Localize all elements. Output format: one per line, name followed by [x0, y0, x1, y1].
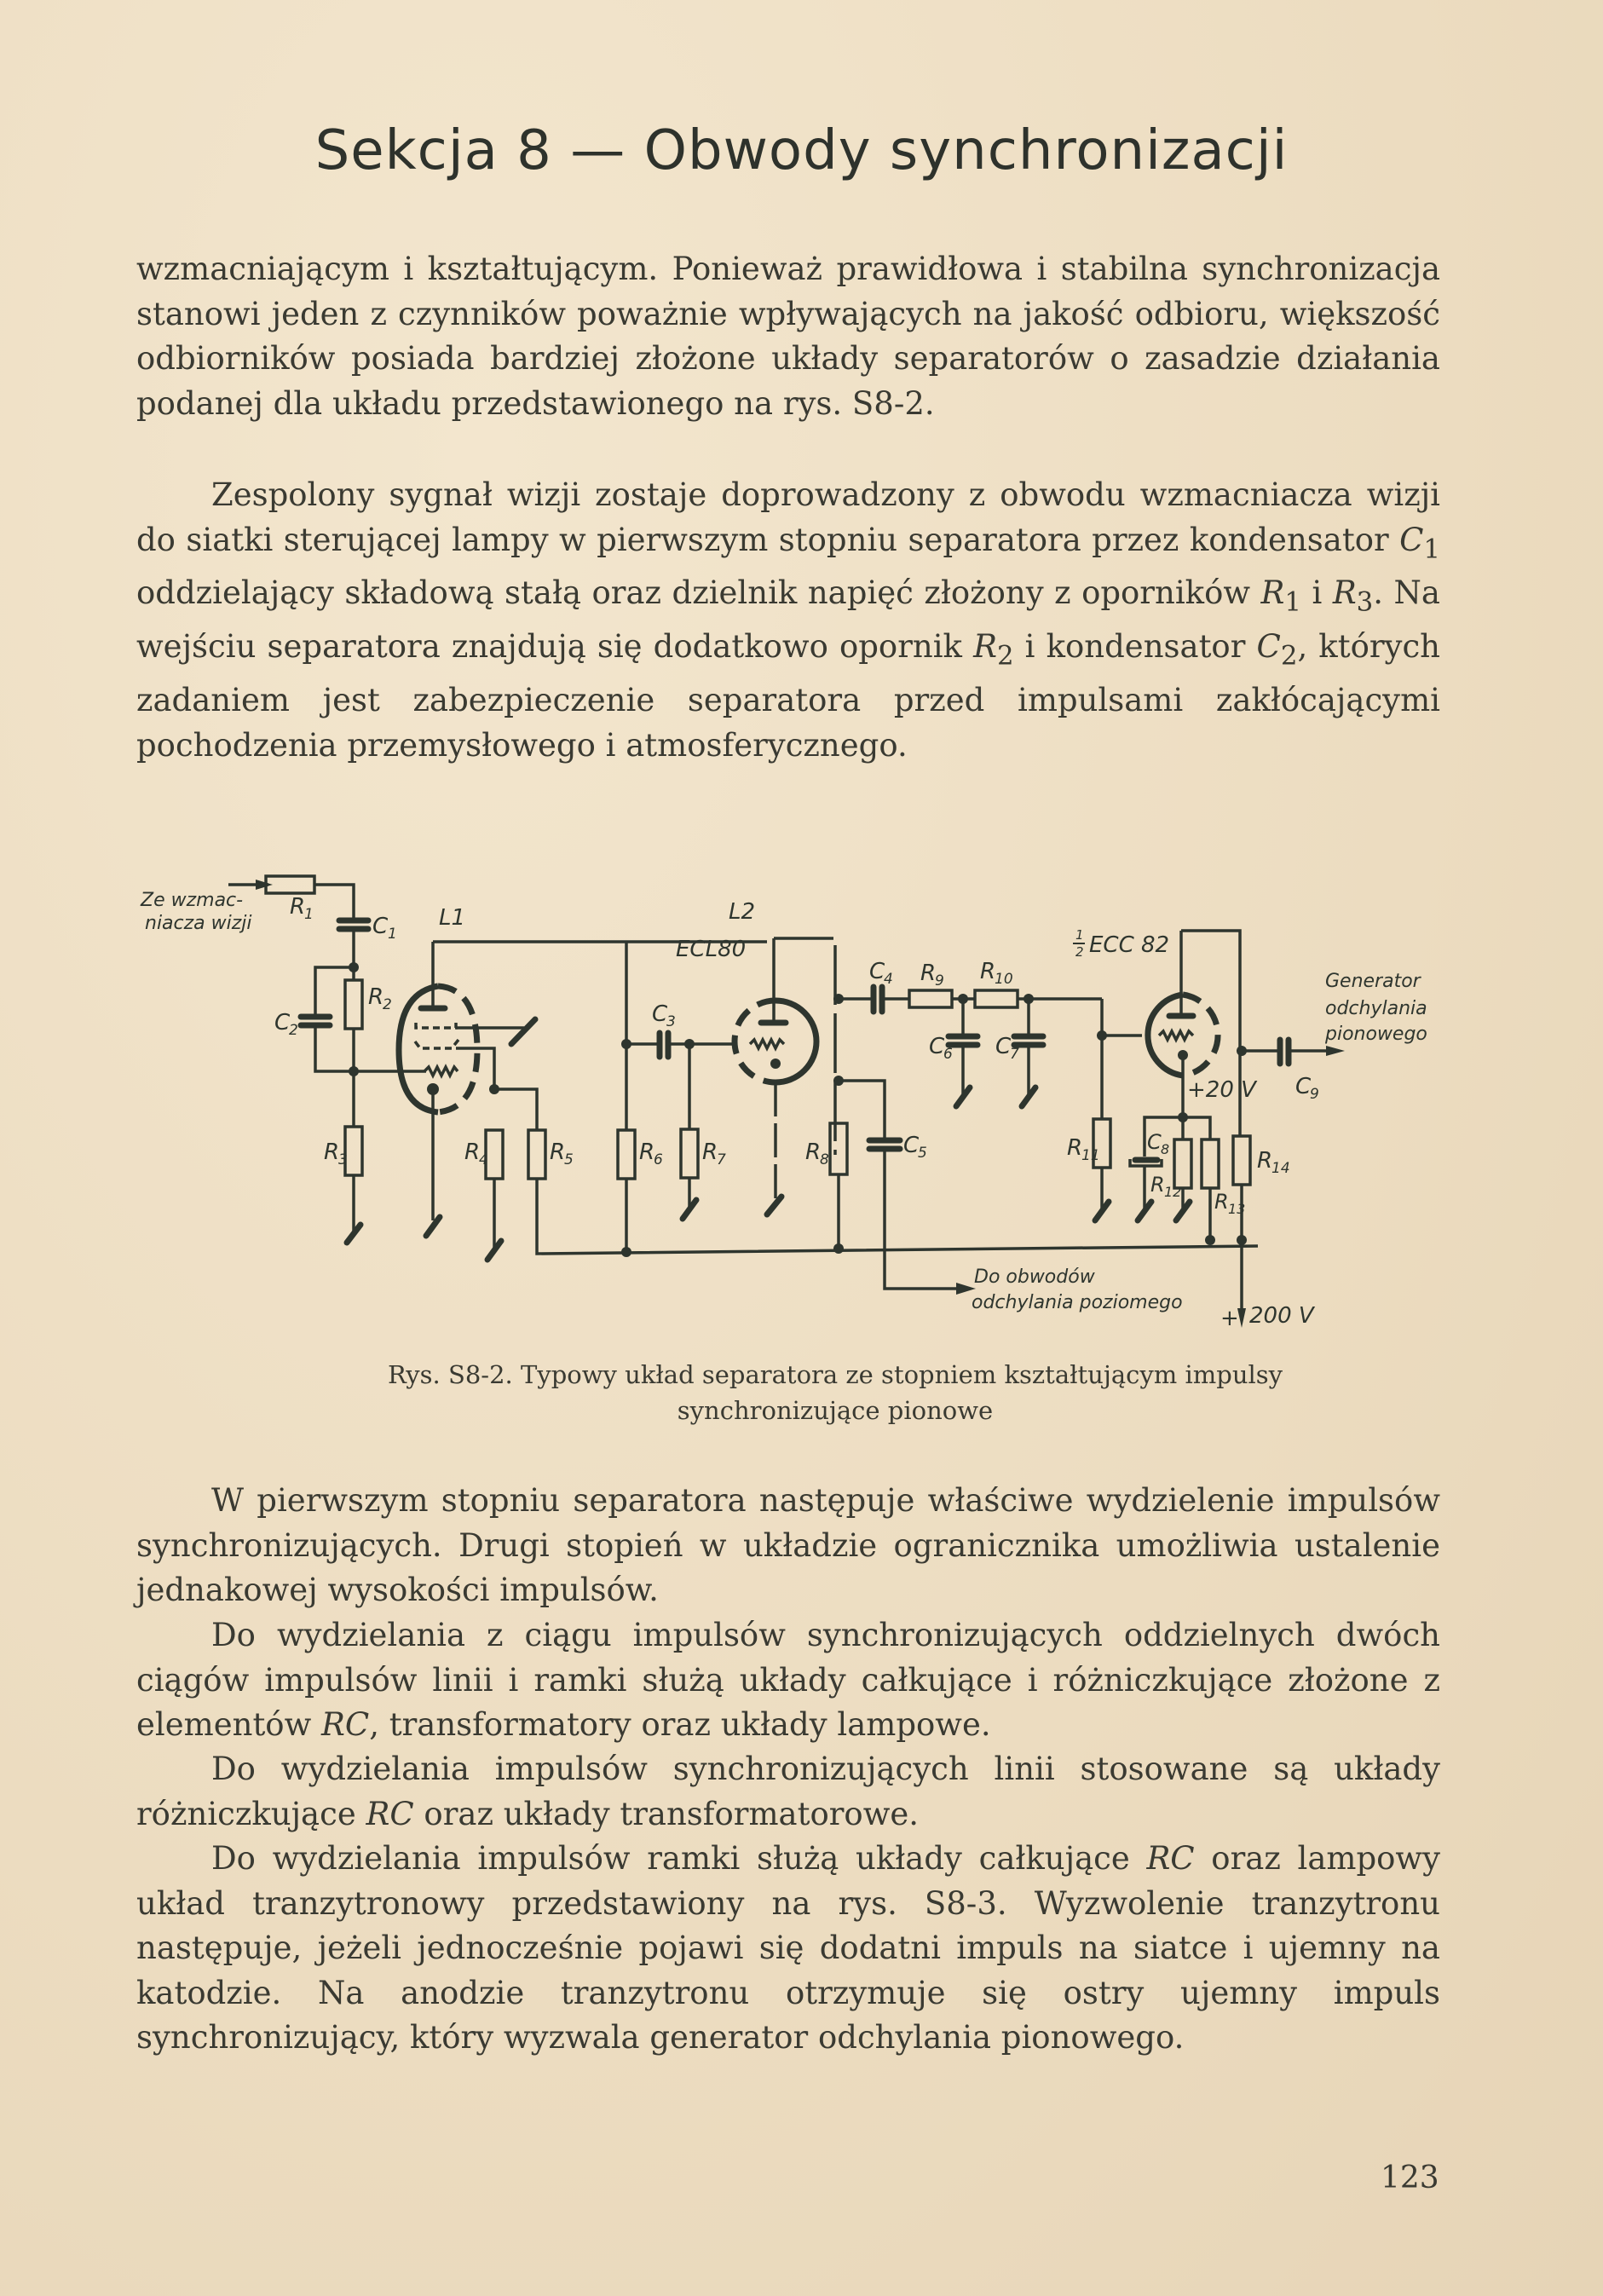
symbol-rc: RC: [321, 1706, 370, 1743]
capacitor-c1: [339, 920, 368, 929]
p4-text-a: Do wydzielania z ciągu impulsów synchronizujących oddzielnych dwóch ciągów impulsów linii i ramki służą układy całkujące i różniczkujące złożone z elementów: [136, 1617, 1440, 1743]
label-input-2: niacza wizji: [145, 913, 252, 934]
svg-text:R: R: [980, 959, 996, 984]
svg-text:C: C: [903, 1133, 920, 1158]
resistor-r5: [528, 1130, 545, 1179]
resistor-r10: [975, 990, 1018, 1007]
svg-text:3: 3: [338, 1151, 348, 1168]
label-horizontal-2: odchylania poziomego: [972, 1292, 1183, 1313]
label-c4: [869, 959, 893, 988]
label-ecl80: ECL80: [676, 937, 747, 962]
svg-text:7: 7: [717, 1151, 726, 1168]
symbol-c2: C: [1256, 628, 1281, 666]
svg-text:8: 8: [820, 1151, 829, 1168]
svg-text:C: C: [1147, 1130, 1162, 1154]
capacitor-c9: [1280, 1040, 1289, 1064]
resistor-r6: [618, 1130, 635, 1179]
capacitor-c8: [1130, 1159, 1162, 1166]
label-r1: [290, 894, 314, 923]
capacitor-c6: [949, 1036, 977, 1045]
label-c5: [903, 1133, 927, 1162]
paragraph-1-text: wzmacniającym i kształtującym. Ponieważ prawidłowa i stabilna synchronizacja stanowi jeden z czynników poważnie wpływających na jakość odbioru, większość odbiorników posiada bardziej złożone układy separatorów o zasadzie działania podanej dla układu przedstawionego na rys. S8-2.: [136, 251, 1440, 422]
label-r10: [980, 959, 1013, 988]
label-l2: L2: [729, 899, 756, 925]
p6-text-b: oraz lampowy układ tranzytronowy przedstawiony na rys. S8-3. Wyzwolenie tranzytronu następuje, jeżeli jednocześnie pojawi się dodatni impuls na siatce i ujemny na katodzie. Na anodzie tranzytronu otrzymuje się ostry ujemny impuls synchronizujący, który wyzwala generator odchylania pionowego.: [136, 1840, 1440, 2056]
resistor-r3: [345, 1127, 362, 1175]
symbol-c2-sub: 2: [1280, 640, 1298, 672]
svg-text:2: 2: [1075, 944, 1084, 960]
svg-text:7: 7: [1010, 1046, 1019, 1063]
capacitor-c2: [301, 1017, 330, 1025]
svg-text:12: 12: [1164, 1184, 1182, 1200]
label-r9: [920, 961, 944, 989]
label-c1: [372, 914, 397, 943]
paragraph-3: [136, 1479, 1440, 1613]
svg-text:R: R: [1214, 1190, 1229, 1214]
figure-caption: [324, 1357, 1346, 1428]
page-number: 123: [1381, 2160, 1439, 2195]
label-c3: [652, 1001, 676, 1030]
resistor-r13: [1202, 1139, 1219, 1188]
capacitor-c3: [660, 1033, 668, 1057]
svg-text:C: C: [1295, 1074, 1312, 1099]
symbol-c1: C: [1399, 521, 1424, 558]
label-r2: [368, 984, 392, 1013]
p6-text-a: Do wydzielania impulsów ramki służą układy całkujące: [211, 1840, 1147, 1877]
svg-text:R: R: [464, 1139, 481, 1165]
svg-text:R: R: [805, 1139, 822, 1165]
p2-text-b: oddzielający składową stałą oraz dzielnik napięć złożony z oporników: [136, 574, 1261, 612]
svg-text:5: 5: [564, 1151, 574, 1168]
svg-text:11: 11: [1081, 1147, 1100, 1164]
svg-text:1: 1: [1075, 927, 1084, 943]
caption-line-2: synchronizujące pionowe: [677, 1396, 994, 1425]
resistor-r7: [681, 1129, 698, 1178]
svg-text:2: 2: [289, 1022, 298, 1039]
p2-text-c: i: [1301, 574, 1333, 612]
resistor-r8: [830, 1123, 847, 1174]
svg-text:6: 6: [654, 1151, 663, 1168]
svg-text:R: R: [290, 894, 306, 920]
svg-text:R: R: [702, 1139, 718, 1165]
svg-text:4: 4: [479, 1151, 488, 1168]
label-c9: [1295, 1074, 1319, 1103]
svg-text:14: 14: [1271, 1160, 1290, 1177]
label-input-1: Ze wzmac-: [141, 890, 244, 911]
svg-text:6: 6: [943, 1046, 953, 1063]
svg-text:ECC 82: ECC 82: [1089, 932, 1170, 958]
svg-text:R: R: [1150, 1173, 1165, 1197]
svg-text:C: C: [274, 1010, 291, 1036]
p2-text-e: i kondensator: [1013, 628, 1257, 666]
svg-text:R: R: [550, 1139, 566, 1165]
tube-ecc82: [1148, 931, 1240, 1136]
svg-text:1: 1: [388, 926, 397, 943]
svg-text:C: C: [995, 1034, 1012, 1059]
label-r5: [550, 1139, 574, 1168]
tube-l2: [735, 938, 835, 1214]
symbol-rc: RC: [1146, 1840, 1195, 1877]
resistor-r2: [345, 980, 362, 1029]
svg-text:R: R: [1257, 1148, 1273, 1174]
svg-text:4: 4: [884, 971, 893, 988]
caption-line-1: Rys. S8-2. Typowy układ separatora ze stopniem kształtującym impulsy: [387, 1360, 1283, 1389]
paragraph-4: [136, 1613, 1440, 1748]
svg-text:C: C: [652, 1001, 668, 1027]
symbol-c1-sub: 1: [1423, 533, 1440, 564]
label-r11: [1067, 1135, 1100, 1164]
label-generator-3: pionowego: [1325, 1024, 1427, 1045]
tube-l1: [399, 942, 767, 1236]
symbol-r2-sub: 2: [996, 640, 1014, 672]
svg-text:9: 9: [935, 972, 944, 989]
svg-text:10: 10: [995, 971, 1013, 988]
svg-text:R: R: [324, 1139, 340, 1165]
p2-text-d: . Na wejściu separatora znajdują się dodatkowo opornik: [136, 574, 1440, 666]
svg-text:R: R: [1067, 1135, 1083, 1161]
symbol-r1: R: [1260, 574, 1285, 612]
capacitor-c4: [874, 987, 882, 1012]
label-200v: 200 V: [1249, 1303, 1314, 1329]
svg-text:13: 13: [1228, 1201, 1246, 1217]
generator-arrow-icon: [1326, 1046, 1345, 1056]
label-r14: [1257, 1148, 1290, 1177]
label-horizontal-1: Do obwodów: [974, 1266, 1095, 1288]
svg-text:R: R: [639, 1139, 655, 1165]
p2-text-a: Zespolony sygnał wizji zostaje doprowadzony z obwodu wzmacniacza wizji do siatki sterującej lampy w pierwszym stopniu separatora przez kondensator: [136, 476, 1440, 558]
resistor-r1: [266, 876, 314, 893]
label-generator-1: Generator: [1325, 971, 1421, 992]
p5-text-a: Do wydzielania impulsów synchronizujących linii stosowane są układy różniczkujące: [136, 1751, 1440, 1832]
p2-text-f: , których zadaniem jest zabezpieczenie separatora przed impulsami zakłócającymi pochodzenia przemysłowego i atmosferycznego.: [136, 628, 1440, 764]
section-heading: Sekcja 8 — Obwody synchronizacji: [314, 119, 1289, 182]
paragraph-6: [136, 1837, 1440, 2061]
label-l1: L1: [439, 905, 466, 931]
svg-text:R: R: [920, 961, 937, 986]
capacitor-c5: [869, 1140, 900, 1149]
label-r8: [805, 1139, 829, 1168]
symbol-r3-sub: 3: [1356, 586, 1374, 618]
symbol-r2: R: [973, 628, 997, 666]
svg-text:8: 8: [1161, 1141, 1170, 1157]
symbol-r1-sub: 1: [1284, 586, 1301, 618]
svg-text:R: R: [368, 984, 384, 1010]
label-r12: [1150, 1173, 1181, 1200]
resistor-r9: [909, 990, 952, 1007]
label-r7: [702, 1139, 726, 1168]
paragraph-3-text: W pierwszym stopniu separatora następuje właściwe wydzielenie impulsów synchronizujących. Drugi stopień w układzie ogranicznika umożliwia ustalenie jednakowej wysokości impulsów.: [136, 1482, 1440, 1608]
label-20v: +20 V: [1187, 1077, 1256, 1103]
paragraph-5: [136, 1747, 1440, 1837]
label-r6: [639, 1139, 663, 1168]
svg-text:5: 5: [918, 1145, 927, 1162]
svg-text:9: 9: [1310, 1086, 1319, 1103]
label-c2: [274, 1010, 298, 1039]
resistor-r4: [486, 1130, 503, 1179]
symbol-r3: R: [1332, 574, 1357, 612]
p4-text-b: , transformatory oraz układy lampowe.: [369, 1706, 991, 1743]
label-plus: +: [1220, 1306, 1239, 1331]
svg-text:C: C: [869, 959, 885, 984]
resistor-r12: [1174, 1139, 1191, 1188]
symbol-rc: RC: [366, 1795, 414, 1832]
svg-text:3: 3: [666, 1013, 676, 1030]
resistor-r14: [1233, 1136, 1250, 1185]
svg-text:2: 2: [383, 996, 392, 1013]
label-generator-2: odchylania: [1325, 998, 1427, 1019]
capacitor-c7: [1014, 1036, 1043, 1045]
label-half-ecc82: [1073, 927, 1169, 960]
label-c8: [1147, 1130, 1169, 1157]
svg-text:C: C: [929, 1034, 945, 1059]
svg-text:1: 1: [304, 906, 314, 923]
p5-text-b: oraz układy transformatorowe.: [413, 1795, 920, 1832]
svg-text:C: C: [372, 914, 389, 939]
